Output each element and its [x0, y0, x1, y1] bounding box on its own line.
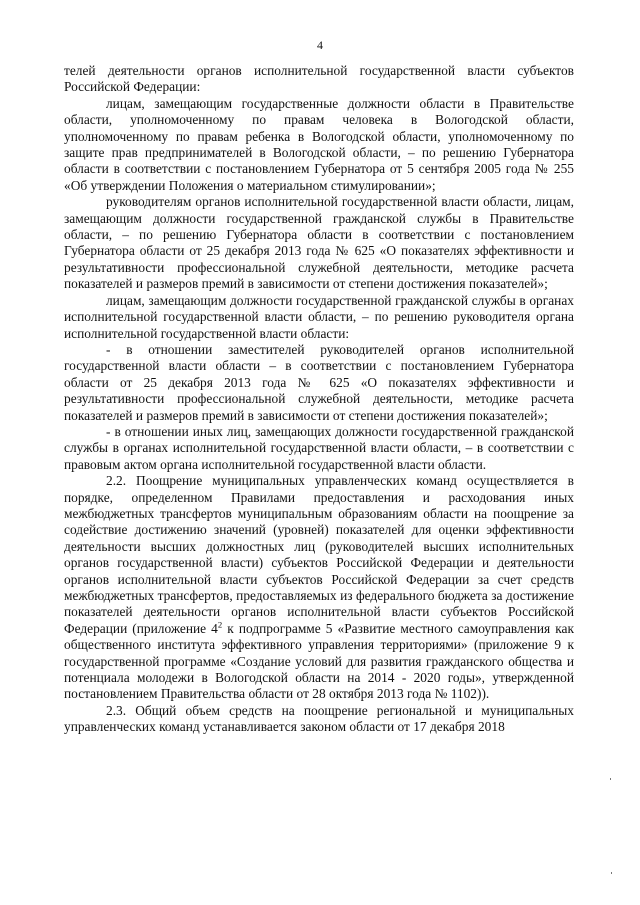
page-number: 4	[317, 38, 323, 52]
paragraph-state-positions: лицам, замещающим государственные должности области в Правительстве области, уполномоченному по правам человека в Вологодской области, уполномоченному по правам ребенка в Вологодской области, уполномоченному по защите прав предпринимателей в Вологодской области, – по решению Губернатора области в соответствии с постановлением Губернатора от 5 сентября 2005 года № 255 «Об утверждении Положения о материальном стимулировании»;	[64, 95, 574, 193]
list-item-deputy-heads: - в отношении заместителей руководителей органов исполнительной государственной власти области – в соответствии с постановлением Губернатора области от 25 декабря 2013 года № 625 «О показателях эффективности и результативности профессиональной служебной деятельности, методике расчета показателей и размеров премий в зависимости от степени достижения показателей»;	[64, 341, 574, 423]
paragraph-agency-heads: руководителям органов исполнительной государственной власти области, лицам, замещающим должности государственной гражданской службы в Правительстве области, – по решению Губернатора области в соответствии с постановлением Губернатора области от 25 декабря 2013 года № 625 «О показателях эффективности и результативности профессиональной служебной деятельности, методике расчета показателей и размеров премий в зависимости от степени достижения показателей»;	[64, 194, 574, 292]
section-2-2-text-start: 2.2. Поощрение муниципальных управленческих команд осуществляется в порядке, определенном Правилами предоставления и расходования иных межбюджетных трансфертов муниципальным образованиям области на поощрение за содействие достижению значений (уровней) показателей для оценки эффективности деятельности высших должностных лиц (руководителей высших исполнительных органов государственной власти) субъектов Российской Федерации и деятельности органов исполнительной власти субъектов Российской Федерации за счет средств межбюджетных трансфертов, предоставляемых из федерального бюджета за достижение показателей деятельности органов исполнительной власти субъектов Российской Федерации (приложение 4	[64, 473, 574, 636]
paragraph-continuation: телей деятельности органов исполнительной государственной власти субъектов Российской Федерации:	[64, 63, 574, 95]
paragraph-section-2-2	[64, 473, 574, 703]
document-body	[64, 63, 574, 736]
list-item-other-persons: - в отношении иных лиц, замещающих должности государственной гражданской службы в органах исполнительной государственной власти области, – в соответствии с правовым актом органа исполнительной государственной власти области.	[64, 423, 574, 472]
section-2-2-text-end: к подпрограмме 5 «Развитие местного самоуправления как общественного института эффективного управления территориями» (приложение 9 к государственной программе «Создание условий для развития гражданского общества и потенциала молодежи в Вологодской области на 2014 - 2020 годы», утвержденной постановлением Правительства области от 28 октября 2013 года № 1102)).	[64, 620, 574, 702]
scan-speck	[611, 872, 612, 874]
paragraph-section-2-3: 2.3. Общий объем средств на поощрение региональной и муниципальных управленческих команд устанавливается законом области от 17 декабря 2018	[64, 702, 574, 735]
superscript-number: 2	[217, 619, 223, 630]
scan-speck	[610, 778, 611, 780]
paragraph-civil-service: лицам, замещающим должности государственной гражданской службы в органах исполнительной государственной власти области, – по решению руководителя органа исполнительной государственной власти области:	[64, 292, 574, 341]
